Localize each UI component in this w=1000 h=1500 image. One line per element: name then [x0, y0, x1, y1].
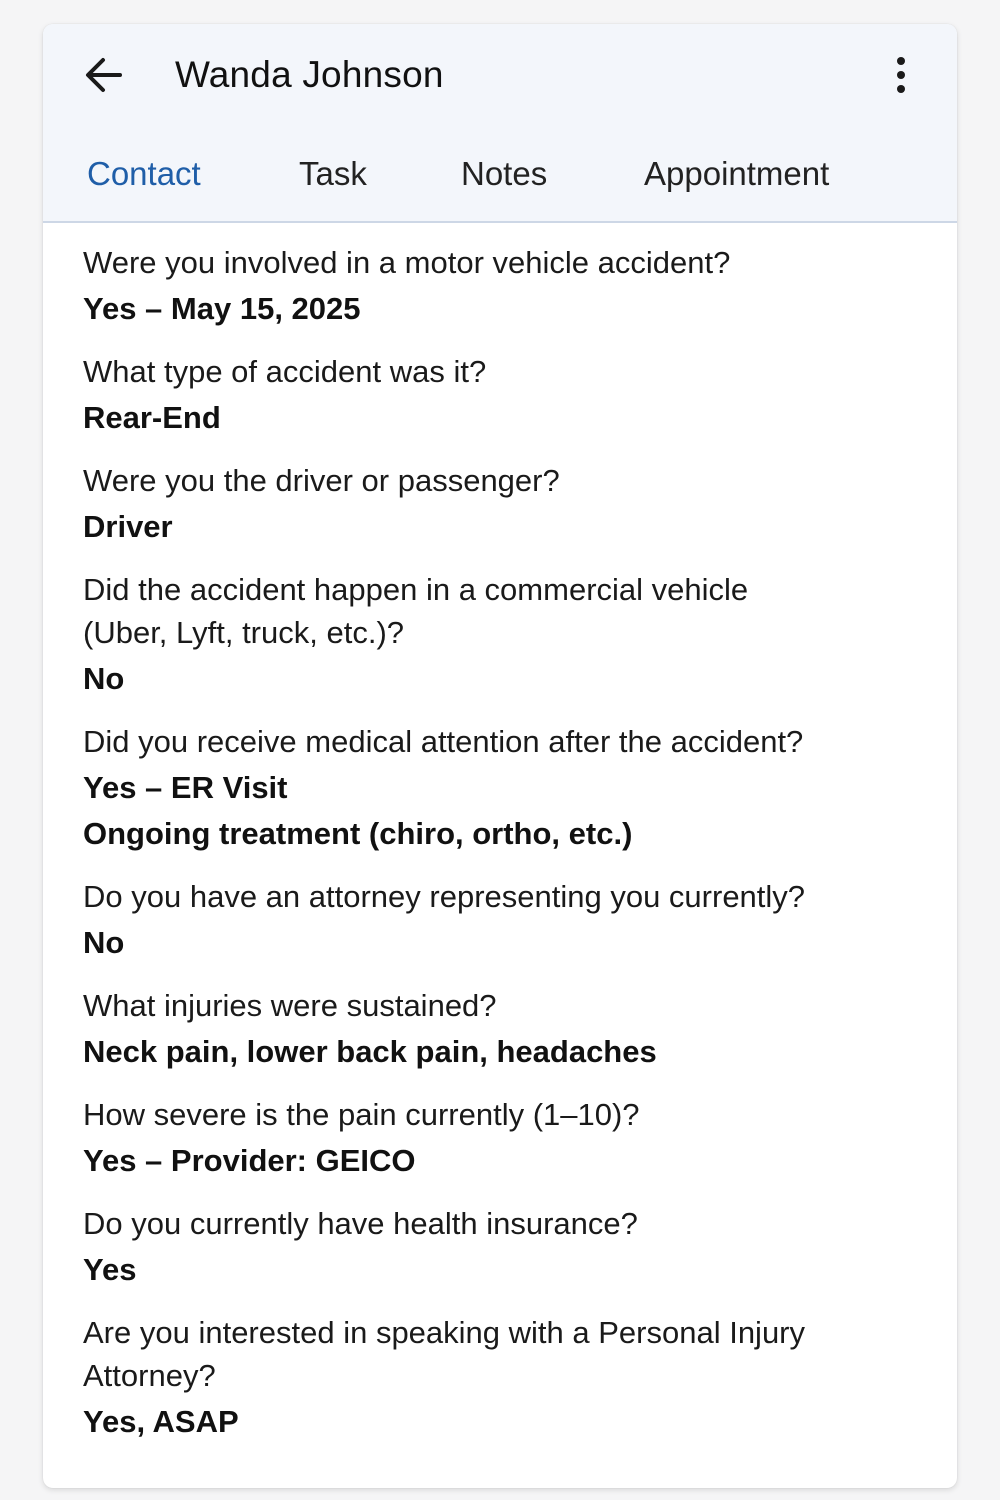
tab-appointment[interactable]: Appointment — [644, 155, 830, 192]
answer-text: Driver — [83, 509, 173, 544]
answer-text: No — [83, 925, 125, 960]
qa-attorney — [83, 875, 923, 964]
question-text-cont: (Uber, Lyft, truck, etc.)? — [83, 615, 405, 650]
answer-text: Neck pain, lower back pain, headaches — [83, 1034, 657, 1069]
question-text: Were you the driver or passenger? — [83, 463, 560, 498]
app-header — [43, 24, 957, 223]
question-text: What injuries were sustained? — [83, 988, 497, 1023]
more-vertical-icon — [897, 57, 905, 65]
answer-text-cont: Ongoing treatment (chiro, ortho, etc.) — [83, 816, 633, 851]
contact-card — [43, 24, 957, 1488]
answer-text: Yes — [83, 1252, 137, 1287]
qa-injuries — [83, 984, 923, 1073]
arrow-left-icon — [84, 57, 124, 93]
qa-pi-attorney-interest — [83, 1311, 923, 1443]
qa-driver-passenger — [83, 459, 923, 548]
answer-text: Yes – May 15, 2025 — [83, 291, 361, 326]
back-button[interactable] — [81, 52, 127, 98]
question-text: Are you interested in speaking with a Personal Injury — [83, 1315, 806, 1350]
qa-accident-type — [83, 350, 923, 439]
page-title: Wanda Johnson — [175, 54, 444, 95]
question-text: What type of accident was it? — [83, 354, 487, 389]
more-options-button[interactable] — [881, 52, 921, 98]
qa-accident — [83, 241, 923, 330]
qa-commercial-vehicle — [83, 568, 923, 700]
qa-medical-attention — [83, 720, 923, 855]
question-text: Did the accident happen in a commercial vehicle — [83, 572, 749, 607]
question-text: How severe is the pain currently (1–10)? — [83, 1097, 640, 1132]
qa-pain-severity — [83, 1093, 923, 1182]
tab-contact[interactable]: Contact — [87, 155, 201, 192]
answer-text: Yes – Provider: GEICO — [83, 1143, 416, 1178]
tab-task[interactable]: Task — [299, 155, 367, 192]
answer-text: Yes, ASAP — [83, 1404, 239, 1439]
answer-text: No — [83, 661, 125, 696]
question-text: Do you currently have health insurance? — [83, 1206, 638, 1241]
questionnaire — [83, 223, 923, 1443]
question-text: Did you receive medical attention after the accident? — [83, 724, 804, 759]
question-text-cont: Attorney? — [83, 1358, 216, 1393]
tab-notes[interactable]: Notes — [461, 155, 548, 192]
answer-text: Yes – ER Visit — [83, 770, 288, 805]
question-text: Do you have an attorney representing you currently? — [83, 879, 806, 914]
qa-health-insurance — [83, 1202, 923, 1291]
answer-text: Rear-End — [83, 400, 221, 435]
question-text: Were you involved in a motor vehicle accident? — [83, 245, 731, 280]
